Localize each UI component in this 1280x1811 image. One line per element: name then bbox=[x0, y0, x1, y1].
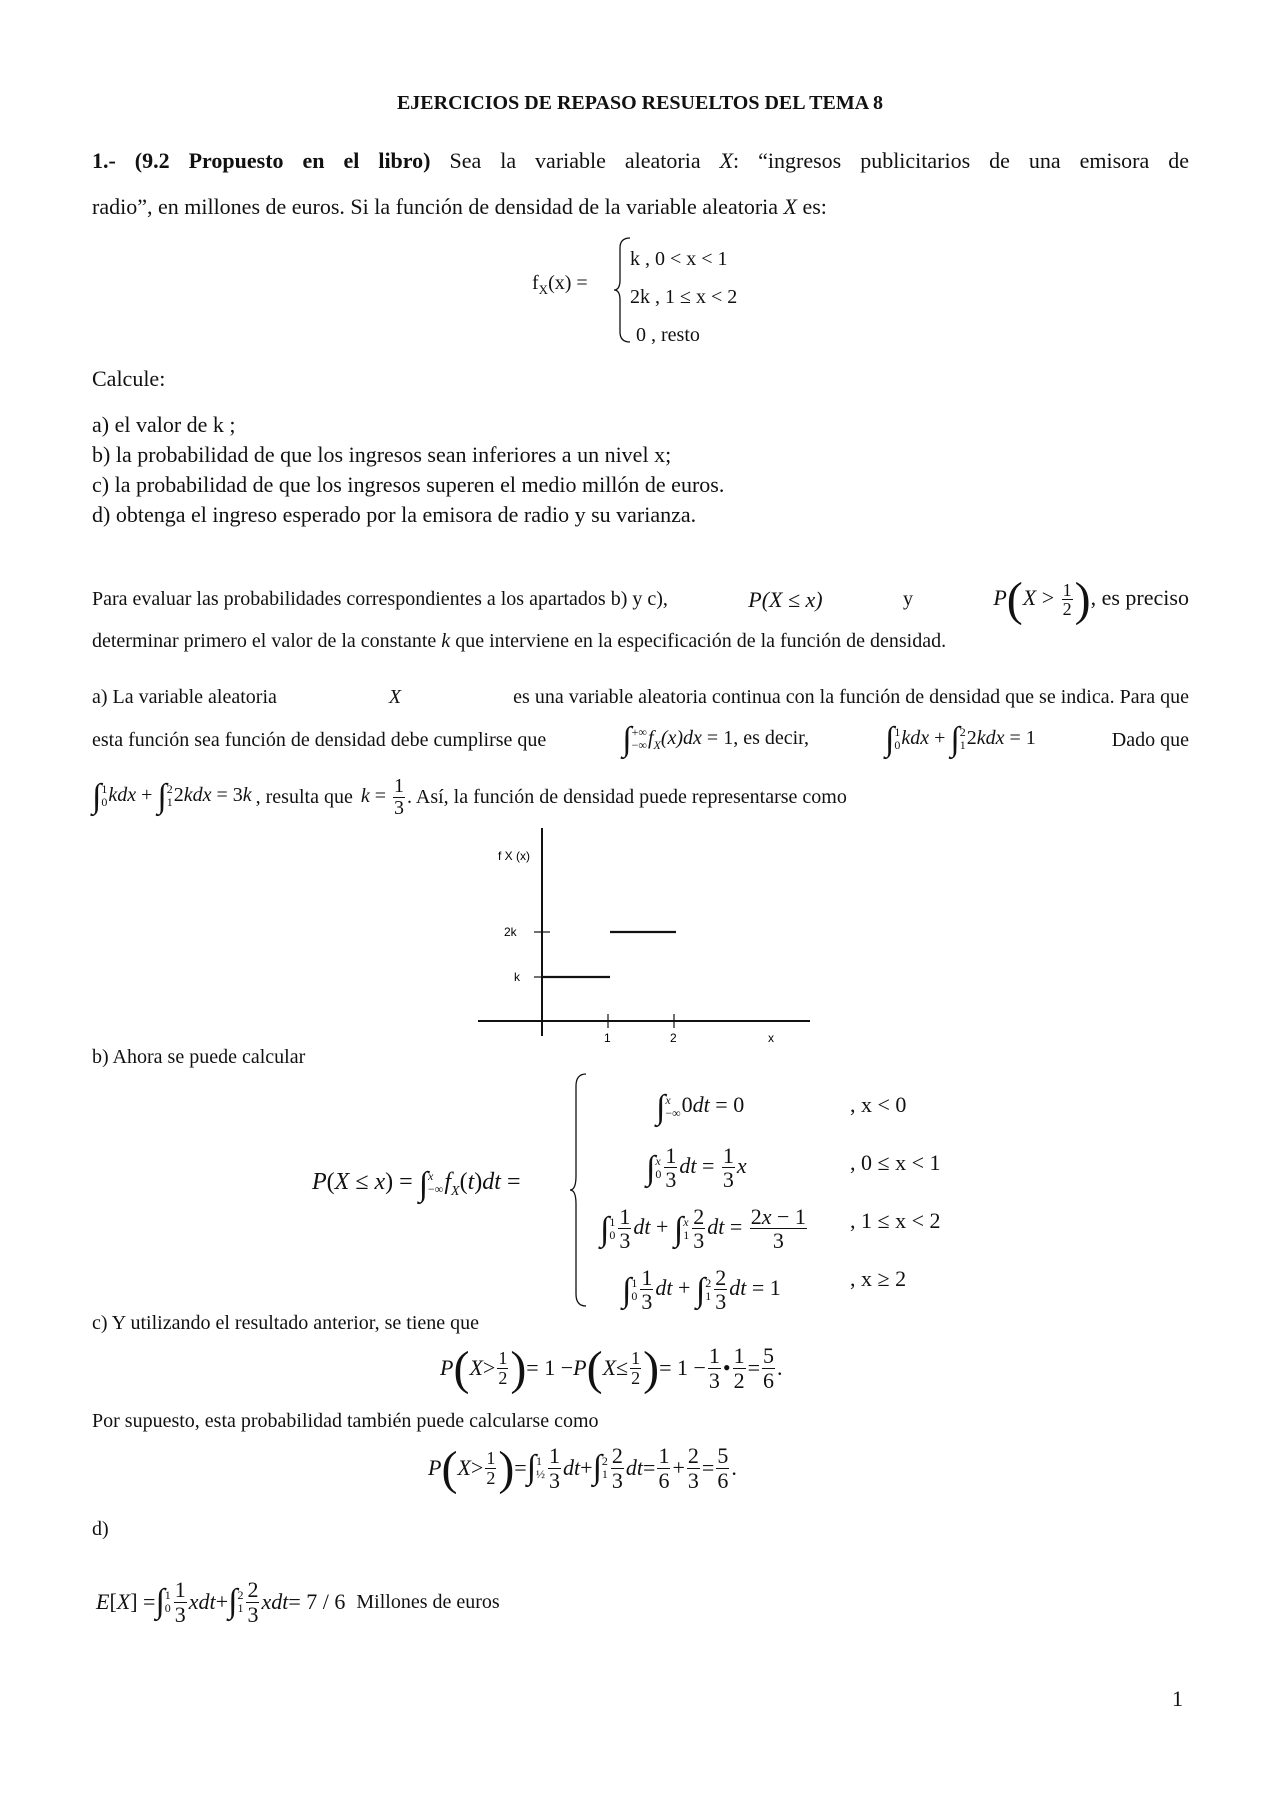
a-text-5: Dado que bbox=[1111, 728, 1189, 751]
cdf-lhs: P(X ≤ x) = ∫ x −∞ $f_X(t)dt$ = bbox=[312, 1166, 521, 1203]
b-intro: b) Ahora se puede calcular bbox=[92, 1046, 306, 1068]
cdf-case-4: ∫ 1 0 $\frac{1}{3}$ dt + ∫ 2 1 $\frac{2}{3}$ dt = 1 bbox=[622, 1265, 781, 1315]
prob-x-gt-half: P(X > $\frac{1}{2}$ ), es preciso bbox=[993, 573, 1189, 626]
a-text-3: esta función sea función de densidad debe cumplirse que bbox=[92, 728, 547, 751]
page-title: EJERCICIOS DE REPASO RESUELTOS DEL TEMA 8 bbox=[396, 92, 884, 114]
cdf-case-2: ∫ x 0 $\frac{1}{3}$ dt = $\frac{1}{3}$ x bbox=[646, 1143, 747, 1193]
density-lhs: $f_X(x)$ = bbox=[532, 272, 588, 297]
intro-text-2: : “ingresos publicitarios de una emisora de bbox=[733, 148, 1190, 173]
d-label: d) bbox=[92, 1518, 109, 1540]
cdf-cond-1: , x < 0 bbox=[850, 1092, 907, 1117]
cdf-conditions bbox=[850, 1076, 940, 1308]
page-number: 1 bbox=[1172, 1686, 1183, 1711]
question-b: b) la probabilidad de que los ingresos sean inferiores a un nivel x; bbox=[92, 442, 672, 467]
graph-xtick-1: 1 bbox=[604, 1031, 611, 1045]
normalization-integral: ∫ +∞ −∞ $f_X(x)dx = 1$, es decir, bbox=[622, 721, 810, 758]
cdf-cond-2: , 0 ≤ x < 1 bbox=[850, 1150, 941, 1175]
problem-number: 1.- (9.2 Propuesto en el libro) bbox=[92, 148, 431, 173]
var-x-2: X bbox=[783, 194, 797, 219]
c-equation-1: P ( X > $\frac{1}{2}$ ) = 1 − P ( X ≤ $\frac{1}{2}$ ) = 1 − $\frac{1}{3}$ • $\frac{1}{2}$ = $\frac{5}{6}$ . bbox=[440, 1341, 783, 1395]
prob-x-leq-x: P(X ≤ x) bbox=[748, 586, 823, 612]
question-d: d) obtenga el ingreso esperado por la emisora de radio y su varianza. bbox=[92, 502, 697, 527]
intro-text-3: radio”, en millones de euros. Si la función de densidad de la variable aleatoria bbox=[92, 194, 779, 219]
problem-line-2 bbox=[92, 194, 827, 220]
graph-xlabel: x bbox=[768, 1031, 774, 1045]
para1-text-d: que interviene en la especificación de la función de densidad. bbox=[455, 630, 947, 652]
intro-text-1: Sea la variable aleatoria bbox=[449, 148, 701, 173]
density-graph bbox=[470, 826, 820, 1056]
calcule-label: Calcule: bbox=[92, 366, 166, 391]
graph-ytick-2k: 2k bbox=[504, 925, 517, 939]
density-cases bbox=[630, 240, 737, 354]
cdf-case-1: ∫ x −∞ 0dt = 0 bbox=[656, 1089, 745, 1126]
graph-ylabel: f X (x) bbox=[498, 849, 530, 863]
graph-ytick-k: k bbox=[514, 970, 520, 984]
problem-line-1 bbox=[92, 148, 1189, 174]
question-c: c) la probabilidad de que los ingresos superen el medio millón de euros. bbox=[92, 472, 725, 497]
cdf-brace bbox=[568, 1072, 590, 1308]
c-equation-2: P ( X > $\frac{1}{2}$ ) = ∫ 1 ½ $\frac{1}{3}$ dt + ∫ 2 1 $\frac{2}{3}$ dt = $\frac{1}{6}$ + $\frac{2}{3}$ = $\frac{5}{6}$ . bbox=[428, 1441, 737, 1495]
para1-text-b: , es preciso bbox=[1090, 585, 1189, 610]
cdf-cases bbox=[600, 1076, 809, 1320]
cdf-cond-3: , 1 ≤ x < 2 bbox=[850, 1208, 941, 1233]
split-integral: ∫ 1 0 kdx + ∫ 2 1 2kdx = 1 bbox=[885, 721, 1036, 758]
intro-text-4: es: bbox=[802, 194, 827, 219]
density-case-2: 2k , 1 ≤ x < 2 bbox=[630, 286, 738, 308]
para1-text-a: Para evaluar las probabilidades correspondientes a los apartados b) y c), bbox=[92, 588, 668, 610]
solution-a-line-2 bbox=[92, 716, 1189, 764]
a-text-6: , resulta que bbox=[255, 785, 353, 808]
para1-y: y bbox=[902, 588, 913, 610]
a-text-4: , es decir, bbox=[733, 727, 810, 749]
question-list bbox=[92, 410, 724, 530]
solution-a-line-3 bbox=[92, 772, 847, 822]
cdf-case-3: ∫ 1 0 $\frac{1}{3}$ dt + ∫ x 1 $\frac{2}{3}$ dt = $\frac{2x - 1}{3}$ bbox=[600, 1204, 806, 1254]
c-intro: c) Y utilizando el resultado anterior, se tiene que bbox=[92, 1312, 480, 1334]
graph-xtick-2: 2 bbox=[670, 1031, 677, 1045]
para1-k: k bbox=[441, 630, 451, 652]
cdf-cond-4: , x ≥ 2 bbox=[850, 1266, 907, 1291]
c-also: Por supuesto, esta probabilidad también puede calcularse como bbox=[92, 1410, 599, 1432]
para1-text-c: determinar primero el valor de la constante bbox=[92, 630, 437, 652]
a-text-1: a) La variable aleatoria bbox=[92, 686, 277, 708]
k-value: k = $\frac{1}{3}$ bbox=[360, 774, 404, 819]
a-var-x: X bbox=[388, 686, 402, 708]
var-x: X bbox=[719, 148, 734, 173]
integral-sum: ∫ 1 0 kdx + ∫ 2 1 2kdx = 3k bbox=[92, 778, 252, 815]
density-case-1: k , 0 < x < 1 bbox=[630, 248, 728, 270]
question-a: a) el valor de k ; bbox=[92, 412, 236, 437]
expectation-equation: E [ X ] = ∫ 1 0 $\frac{1}{3}$ xdt + ∫ 2 1 $\frac{2}{3}$ xdt = 7 / 6 Millones de euros bbox=[96, 1577, 500, 1627]
a-text-7: . Así, la función de densidad puede representarse como bbox=[407, 785, 847, 808]
a-text-2: es una variable aleatoria continua con la función de densidad que se indica. Para que bbox=[513, 686, 1189, 708]
solution-a-line-1 bbox=[92, 686, 1189, 709]
expectation-units: Millones de euros bbox=[356, 1590, 500, 1613]
density-case-3: 0 , resto bbox=[636, 324, 700, 346]
solution-para-1b bbox=[92, 630, 946, 653]
solution-para-1 bbox=[92, 572, 1189, 627]
